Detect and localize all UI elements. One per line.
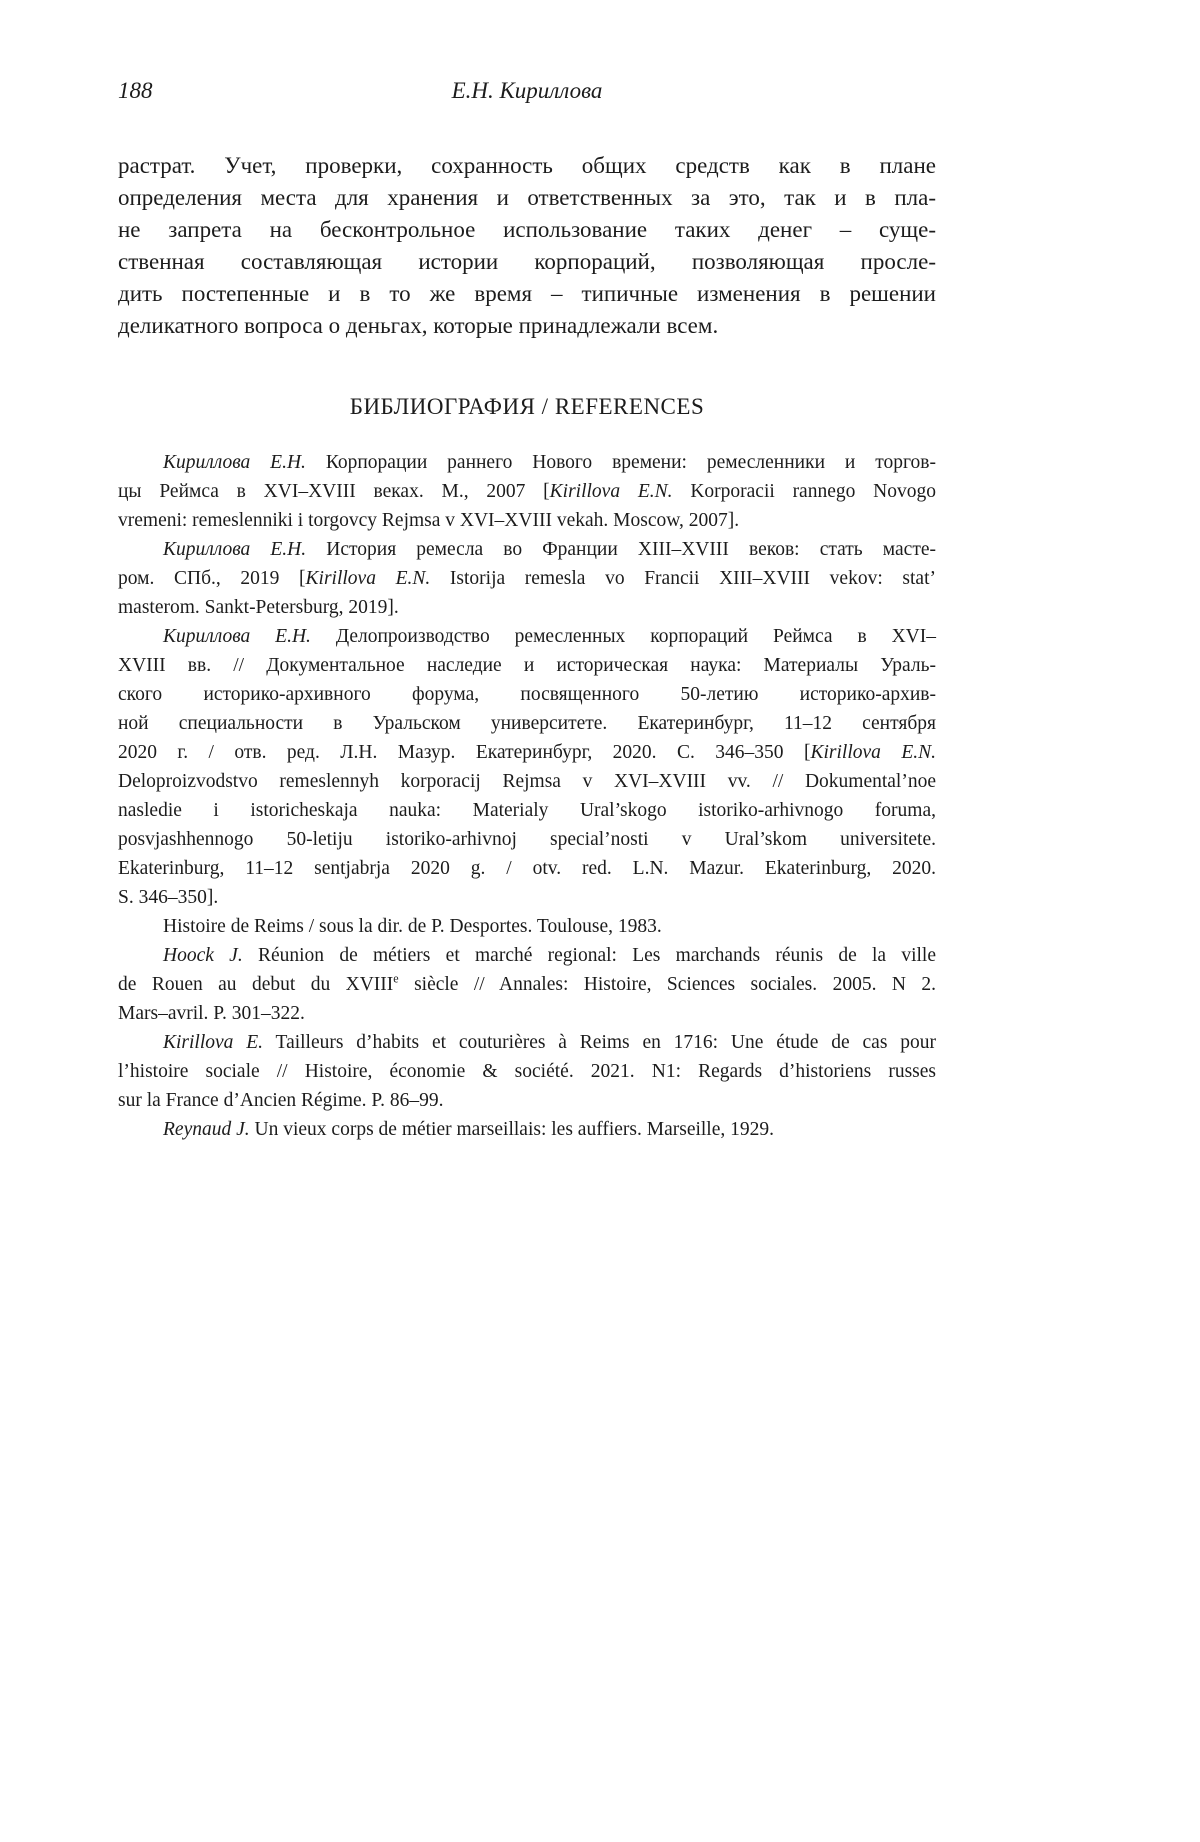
- text-line: деликатного вопроса о деньгах, которые принадлежали всем.: [118, 313, 719, 338]
- text-line: ственная составляющая истории корпораций, позволяющая просле-: [118, 249, 936, 274]
- reference-entry: [118, 622, 936, 912]
- text-line: Hoock J. Réunion de métiers et marché regional: Les marchands réunis de la ville: [163, 945, 936, 966]
- text-line: цы Реймса в XVI–XVIII веках. М., 2007 [Kirillova E.N. Korporacii rannego Novogo: [118, 481, 936, 502]
- page-header: [118, 76, 936, 106]
- text-line: Mars–avril. P. 301–322.: [118, 1003, 305, 1024]
- references-list: [118, 448, 936, 1144]
- text-line: ром. СПб., 2019 [Kirillova E.N. Istorija remesla vo Francii XIII–XVIII vekov: stat’: [118, 568, 936, 589]
- body-paragraph: [118, 150, 936, 342]
- text-line: nasledie i istoricheskaja nauka: Materialy Ural’skogo istoriko-arhivnogo foruma,: [118, 800, 936, 821]
- text-line: S. 346–350].: [118, 887, 219, 908]
- text-line: vremeni: remeslenniki i torgovcy Rejmsa v XVI–XVIII vekah. Moscow, 2007].: [118, 510, 740, 531]
- reference-entry: [118, 912, 936, 941]
- reference-entry: [118, 448, 936, 535]
- text-line: Deloproizvodstvo remeslennyh korporacij Rejmsa v XVI–XVIII vv. // Dokumental’noe: [118, 771, 936, 792]
- text-line: Histoire de Reims / sous la dir. de P. Desportes. Toulouse, 1983.: [163, 916, 662, 937]
- text-line: sur la France d’Ancien Régime. P. 86–99.: [118, 1090, 444, 1111]
- text-line: определения места для хранения и ответственных за это, так и в пла-: [118, 185, 936, 210]
- text-line: Reynaud J. Un vieux corps de métier marseillais: les auffiers. Marseille, 1929.: [163, 1119, 775, 1140]
- text-line: posvjashhennogo 50-letiju istoriko-arhivnoj special’nosti v Ural’skom universitete.: [118, 829, 936, 850]
- text-line: masterom. Sankt-Petersburg, 2019].: [118, 597, 399, 618]
- bibliography-heading: БИБЛИОГРАФИЯ / REFERENCES: [349, 394, 705, 419]
- text-line: Кириллова Е.Н. Делопроизводство ремесленных корпораций Реймса в XVI–: [163, 626, 936, 647]
- text-line: Кириллова Е.Н. История ремесла во Франции XIII–XVIII веков: стать масте-: [163, 539, 936, 560]
- text-line: XVIII вв. // Документальное наследие и историческая наука: Материалы Ураль-: [118, 655, 936, 676]
- reference-entry: [118, 535, 936, 622]
- text-line: Ekaterinburg, 11–12 sentjabrja 2020 g. / otv. red. L.N. Mazur. Ekaterinburg, 2020.: [118, 858, 936, 879]
- text-line: 2020 г. / отв. ред. Л.Н. Мазур. Екатеринбург, 2020. С. 346–350 [Kirillova E.N.: [118, 742, 937, 763]
- text-line: не запрета на бесконтрольное использование таких денег – суще-: [118, 217, 936, 242]
- reference-entry: [118, 941, 936, 1028]
- text-line: Kirillova E. Tailleurs d’habits et couturières à Reims en 1716: Une étude de cas pour: [163, 1032, 936, 1053]
- text-line: Кириллова Е.Н. Корпорации раннего Нового времени: ремесленники и торгов-: [163, 452, 936, 473]
- text-line: de Rouen au debut du XVIIIe siècle // Annales: Histoire, Sciences sociales. 2005. N 2.: [118, 971, 936, 995]
- reference-entry: [118, 1028, 936, 1115]
- text-line: дить постепенные и в то же время – типичные изменения в решении: [118, 281, 936, 306]
- text-line: l’histoire sociale // Histoire, économie & société. 2021. N1: Regards d’historiens russes: [118, 1061, 936, 1082]
- text-line: растрат. Учет, проверки, сохранность общих средств как в плане: [118, 153, 936, 178]
- reference-entry: [118, 1115, 936, 1144]
- text-line: ной специальности в Уральском университете. Екатеринбург, 11–12 сентября: [118, 713, 936, 734]
- page-number: 188: [118, 78, 153, 103]
- text-line: ского историко-архивного форума, посвященного 50-летию историко-архив-: [118, 684, 936, 705]
- running-title: Е.Н. Кириллова: [451, 78, 603, 103]
